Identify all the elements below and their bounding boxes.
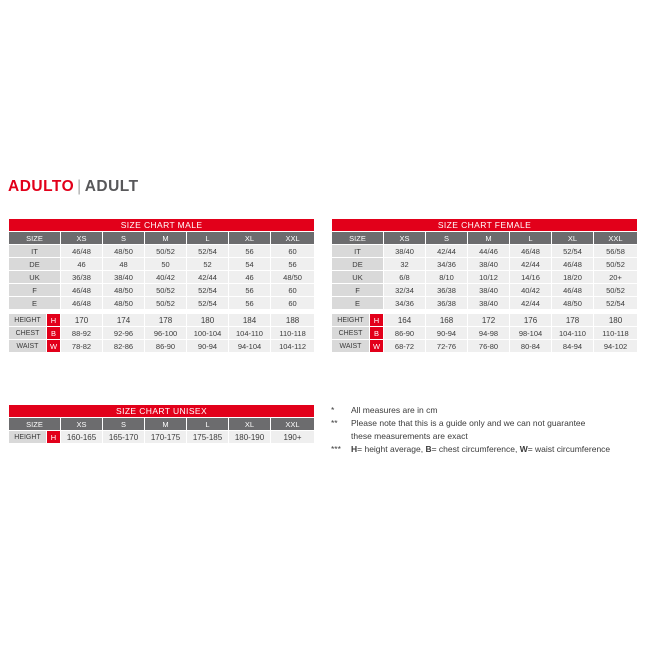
female-size-xxl: XXL bbox=[594, 232, 638, 245]
male-de-m: 50 bbox=[145, 258, 187, 271]
note-item bbox=[331, 404, 641, 417]
female-uk-xs: 6/8 bbox=[384, 271, 426, 284]
female-uk-xl: 18/20 bbox=[552, 271, 594, 284]
female-height-m: 172 bbox=[468, 314, 510, 327]
male-e-s: 48/50 bbox=[103, 297, 145, 310]
male-chest-m: 96-100 bbox=[145, 327, 187, 340]
unisex-heading: SIZE CHART UNISEX bbox=[9, 405, 315, 418]
table-row bbox=[9, 327, 315, 340]
female-it-xxl: 56/58 bbox=[594, 245, 638, 258]
note-abbr-h: H bbox=[351, 444, 358, 454]
table-row bbox=[332, 284, 638, 297]
female-e-m: 38/40 bbox=[468, 297, 510, 310]
female-waist-xl: 84-94 bbox=[552, 340, 594, 353]
female-waist-m: 76-80 bbox=[468, 340, 510, 353]
note-text-4 bbox=[351, 443, 641, 456]
unisex-size-xs: XS bbox=[61, 418, 103, 431]
table-heading-row bbox=[9, 405, 315, 418]
unisex-size-xl: XL bbox=[229, 418, 271, 431]
male-f-l: 52/54 bbox=[187, 284, 229, 297]
female-waist-xxl: 94-102 bbox=[594, 340, 638, 353]
note-marker-3 bbox=[331, 430, 351, 443]
female-uk-s: 8/10 bbox=[426, 271, 468, 284]
male-e-xxl: 60 bbox=[271, 297, 315, 310]
male-f-xl: 56 bbox=[229, 284, 271, 297]
male-e-l: 52/54 bbox=[187, 297, 229, 310]
note-abbr-h-desc: = height average, bbox=[357, 444, 426, 454]
female-uk-xxl: 20+ bbox=[594, 271, 638, 284]
note-item bbox=[331, 417, 641, 430]
male-size-s: S bbox=[103, 232, 145, 245]
female-e-l: 42/44 bbox=[510, 297, 552, 310]
unisex-measure-label-height: HEIGHT bbox=[9, 431, 47, 444]
table-row bbox=[332, 314, 638, 327]
table-row bbox=[9, 258, 315, 271]
male-it-m: 50/52 bbox=[145, 245, 187, 258]
male-measure-tag-h: H bbox=[47, 314, 61, 327]
male-uk-xxl: 48/50 bbox=[271, 271, 315, 284]
table-row bbox=[332, 258, 638, 271]
male-heading: SIZE CHART MALE bbox=[9, 219, 315, 232]
note-abbr-b: B bbox=[425, 444, 432, 454]
male-uk-m: 40/42 bbox=[145, 271, 187, 284]
female-row-label-it: IT bbox=[332, 245, 384, 258]
male-waist-xs: 78-82 bbox=[61, 340, 103, 353]
male-measure-label-waist: WAIST bbox=[9, 340, 47, 353]
female-row-label-uk: UK bbox=[332, 271, 384, 284]
female-f-xs: 32/34 bbox=[384, 284, 426, 297]
size-chart-female-table bbox=[331, 218, 638, 353]
female-chest-xxl: 110-118 bbox=[594, 327, 638, 340]
female-measure-label-waist: WAIST bbox=[332, 340, 370, 353]
female-e-xl: 48/50 bbox=[552, 297, 594, 310]
male-chest-xxl: 110-118 bbox=[271, 327, 315, 340]
male-height-xs: 170 bbox=[61, 314, 103, 327]
female-f-m: 38/40 bbox=[468, 284, 510, 297]
female-waist-xs: 68-72 bbox=[384, 340, 426, 353]
male-e-xs: 46/48 bbox=[61, 297, 103, 310]
male-measure-tag-b: B bbox=[47, 327, 61, 340]
table-header-row bbox=[9, 418, 315, 431]
female-size-xl: XL bbox=[552, 232, 594, 245]
female-chest-xs: 86-90 bbox=[384, 327, 426, 340]
female-height-xxl: 180 bbox=[594, 314, 638, 327]
male-e-xl: 56 bbox=[229, 297, 271, 310]
male-measure-label-height: HEIGHT bbox=[9, 314, 47, 327]
female-size-l: L bbox=[510, 232, 552, 245]
note-marker-1: * bbox=[331, 405, 335, 415]
male-f-m: 50/52 bbox=[145, 284, 187, 297]
male-waist-xl: 94-104 bbox=[229, 340, 271, 353]
female-de-l: 42/44 bbox=[510, 258, 552, 271]
table-row bbox=[9, 245, 315, 258]
table-row bbox=[9, 271, 315, 284]
page-title-right: ADULT bbox=[84, 178, 139, 195]
page-title bbox=[8, 178, 139, 196]
table-row bbox=[9, 314, 315, 327]
male-uk-xl: 46 bbox=[229, 271, 271, 284]
female-uk-m: 10/12 bbox=[468, 271, 510, 284]
male-de-l: 52 bbox=[187, 258, 229, 271]
table-heading-row bbox=[9, 219, 315, 232]
page-title-separator: | bbox=[77, 178, 82, 195]
note-abbr-w-desc: = waist circumference bbox=[527, 444, 611, 454]
female-row-label-de: DE bbox=[332, 258, 384, 271]
female-de-xxl: 50/52 bbox=[594, 258, 638, 271]
male-uk-l: 42/44 bbox=[187, 271, 229, 284]
note-marker-4: *** bbox=[331, 444, 341, 454]
female-measure-tag-h: H bbox=[370, 314, 384, 327]
female-e-xxl: 52/54 bbox=[594, 297, 638, 310]
note-text-3: these measurements are exact bbox=[351, 431, 468, 441]
unisex-size-m: M bbox=[145, 418, 187, 431]
female-it-xs: 38/40 bbox=[384, 245, 426, 258]
male-height-s: 174 bbox=[103, 314, 145, 327]
female-measure-tag-b: B bbox=[370, 327, 384, 340]
female-it-xl: 52/54 bbox=[552, 245, 594, 258]
table-row bbox=[332, 297, 638, 310]
male-it-l: 52/54 bbox=[187, 245, 229, 258]
male-size-xxl: XXL bbox=[271, 232, 315, 245]
table-heading-row bbox=[332, 219, 638, 232]
male-waist-xxl: 104-112 bbox=[271, 340, 315, 353]
unisex-height-l: 175-185 bbox=[187, 431, 229, 444]
note-abbr-b-desc: = chest circumference, bbox=[431, 444, 520, 454]
female-it-m: 44/46 bbox=[468, 245, 510, 258]
female-f-xxl: 50/52 bbox=[594, 284, 638, 297]
male-it-s: 48/50 bbox=[103, 245, 145, 258]
unisex-height-xl: 180-190 bbox=[229, 431, 271, 444]
male-uk-s: 38/40 bbox=[103, 271, 145, 284]
male-waist-l: 90-94 bbox=[187, 340, 229, 353]
table-header-row bbox=[9, 232, 315, 245]
female-f-s: 36/38 bbox=[426, 284, 468, 297]
male-de-xs: 46 bbox=[61, 258, 103, 271]
note-text-2: Please note that this is a guide only and we can not guarantee bbox=[351, 418, 586, 428]
male-it-xl: 56 bbox=[229, 245, 271, 258]
table-row bbox=[332, 340, 638, 353]
male-f-s: 48/50 bbox=[103, 284, 145, 297]
male-size-label: SIZE bbox=[9, 232, 61, 245]
female-measure-label-height: HEIGHT bbox=[332, 314, 370, 327]
note-text-1: All measures are in cm bbox=[351, 405, 438, 415]
female-de-xl: 46/48 bbox=[552, 258, 594, 271]
male-waist-s: 82-86 bbox=[103, 340, 145, 353]
table-header-row bbox=[332, 232, 638, 245]
note-abbr-w: W bbox=[519, 444, 528, 454]
female-de-s: 34/36 bbox=[426, 258, 468, 271]
unisex-size-xxl: XXL bbox=[271, 418, 315, 431]
female-waist-l: 80-84 bbox=[510, 340, 552, 353]
size-chart-male-table bbox=[8, 218, 315, 353]
male-f-xxl: 60 bbox=[271, 284, 315, 297]
male-waist-m: 86-90 bbox=[145, 340, 187, 353]
male-size-l: L bbox=[187, 232, 229, 245]
male-height-xl: 184 bbox=[229, 314, 271, 327]
female-size-s: S bbox=[426, 232, 468, 245]
male-measure-tag-w: W bbox=[47, 340, 61, 353]
table-row bbox=[9, 297, 315, 310]
table-row bbox=[332, 245, 638, 258]
female-size-m: M bbox=[468, 232, 510, 245]
female-measure-tag-w: W bbox=[370, 340, 384, 353]
unisex-size-l: L bbox=[187, 418, 229, 431]
male-chest-xl: 104-110 bbox=[229, 327, 271, 340]
female-it-s: 42/44 bbox=[426, 245, 468, 258]
female-measure-label-chest: CHEST bbox=[332, 327, 370, 340]
table-row bbox=[9, 340, 315, 353]
female-waist-s: 72-76 bbox=[426, 340, 468, 353]
male-size-m: M bbox=[145, 232, 187, 245]
unisex-height-s: 165-170 bbox=[103, 431, 145, 444]
female-e-s: 36/38 bbox=[426, 297, 468, 310]
male-row-label-it: IT bbox=[9, 245, 61, 258]
male-de-xxl: 56 bbox=[271, 258, 315, 271]
female-height-xl: 178 bbox=[552, 314, 594, 327]
unisex-height-xs: 160-165 bbox=[61, 431, 103, 444]
unisex-measure-tag-h: H bbox=[47, 431, 61, 444]
table-row bbox=[9, 284, 315, 297]
male-height-xxl: 188 bbox=[271, 314, 315, 327]
note-item bbox=[331, 430, 641, 443]
page-title-left: ADULTO bbox=[8, 178, 75, 195]
female-uk-l: 14/16 bbox=[510, 271, 552, 284]
male-de-xl: 54 bbox=[229, 258, 271, 271]
female-it-l: 46/48 bbox=[510, 245, 552, 258]
table-row bbox=[9, 431, 315, 444]
male-chest-xs: 88-92 bbox=[61, 327, 103, 340]
female-chest-m: 94-98 bbox=[468, 327, 510, 340]
female-row-label-e: E bbox=[332, 297, 384, 310]
male-size-xl: XL bbox=[229, 232, 271, 245]
female-size-label: SIZE bbox=[332, 232, 384, 245]
female-heading: SIZE CHART FEMALE bbox=[332, 219, 638, 232]
female-chest-s: 90-94 bbox=[426, 327, 468, 340]
male-it-xxl: 60 bbox=[271, 245, 315, 258]
female-f-l: 40/42 bbox=[510, 284, 552, 297]
male-e-m: 50/52 bbox=[145, 297, 187, 310]
female-e-xs: 34/36 bbox=[384, 297, 426, 310]
female-chest-xl: 104-110 bbox=[552, 327, 594, 340]
female-height-xs: 164 bbox=[384, 314, 426, 327]
female-chest-l: 98-104 bbox=[510, 327, 552, 340]
male-height-m: 178 bbox=[145, 314, 187, 327]
female-de-xs: 32 bbox=[384, 258, 426, 271]
female-size-xs: XS bbox=[384, 232, 426, 245]
male-row-label-f: F bbox=[9, 284, 61, 297]
male-row-label-uk: UK bbox=[9, 271, 61, 284]
male-de-s: 48 bbox=[103, 258, 145, 271]
unisex-height-xxl: 190+ bbox=[271, 431, 315, 444]
male-chest-l: 100-104 bbox=[187, 327, 229, 340]
male-it-xs: 46/48 bbox=[61, 245, 103, 258]
male-size-xs: XS bbox=[61, 232, 103, 245]
note-item bbox=[331, 443, 641, 456]
female-height-l: 176 bbox=[510, 314, 552, 327]
male-row-label-e: E bbox=[9, 297, 61, 310]
unisex-size-label: SIZE bbox=[9, 418, 61, 431]
male-row-label-de: DE bbox=[9, 258, 61, 271]
unisex-size-s: S bbox=[103, 418, 145, 431]
notes-block bbox=[331, 404, 641, 456]
table-row bbox=[332, 327, 638, 340]
note-marker-2: ** bbox=[331, 418, 338, 428]
female-row-label-f: F bbox=[332, 284, 384, 297]
female-de-m: 38/40 bbox=[468, 258, 510, 271]
size-chart-unisex-table bbox=[8, 404, 315, 444]
male-uk-xs: 36/38 bbox=[61, 271, 103, 284]
female-height-s: 168 bbox=[426, 314, 468, 327]
male-f-xs: 46/48 bbox=[61, 284, 103, 297]
male-measure-label-chest: CHEST bbox=[9, 327, 47, 340]
table-row bbox=[332, 271, 638, 284]
female-f-xl: 46/48 bbox=[552, 284, 594, 297]
male-chest-s: 92-96 bbox=[103, 327, 145, 340]
male-height-l: 180 bbox=[187, 314, 229, 327]
unisex-height-m: 170-175 bbox=[145, 431, 187, 444]
